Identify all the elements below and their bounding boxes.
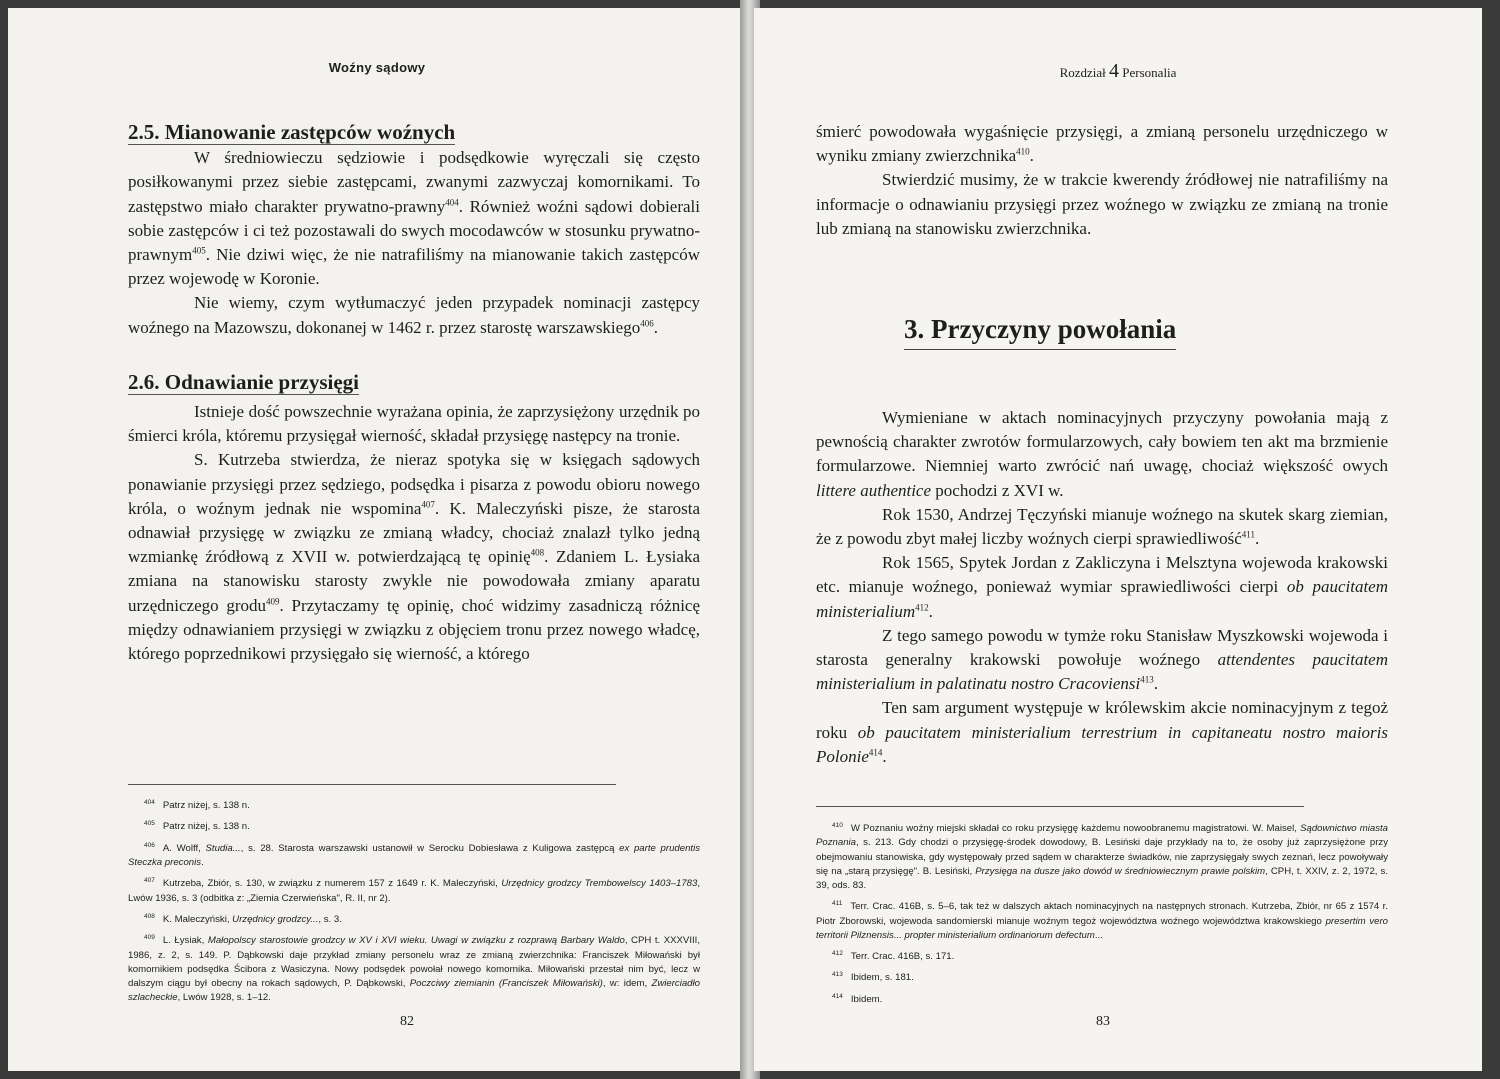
running-head-right bbox=[754, 60, 1482, 83]
text-run: , s. 213. Gdy chodzi o przysięgę-środek dowodowy, B. Lesiński daje przykłady na to, że osoby już zaprzysiężone przy obejmowaniu stanowiska, gdy występowały przed sądem w charakterze świadków, nie zaprzysięgały swych zeznań, lecz powoływały się na „starą przysięgę". B. Lesiński, bbox=[816, 837, 1388, 877]
paragraph bbox=[816, 503, 1388, 551]
italic-text: Zwierciadło szlacheckie bbox=[128, 978, 700, 1004]
text-run: Z tego samego powodu w tymże roku Stanisław Myszkowski wojewoda i starosta generalny krakowski powołuje woźnego bbox=[816, 625, 1388, 670]
text-run: Nie wiemy, czym wytłumaczyć jeden przypadek nominacji zastępcy woźnego na Mazowszu, dokonanej w 1462 r. przez starostę warszawskiego bbox=[128, 293, 700, 337]
text-run: W Poznaniu woźny miejski składał co roku przysięgę każdemu nowoobranemu magistratowi. W. Maisel, bbox=[850, 823, 1301, 835]
text-run: Rok 1565, Spytek Jordan z Zakliczyna i Melsztyna wojewoda krakowski etc. mianuje woźnego, ponieważ wymiar sprawiedliwości cierpi bbox=[816, 553, 1388, 597]
footnote-number: 414 bbox=[832, 992, 843, 1000]
footnote bbox=[816, 819, 1388, 893]
footnote-separator bbox=[128, 784, 616, 785]
footnote-ref: 411 bbox=[1241, 529, 1255, 540]
text-run: Rok 1530, Andrzej Tęczyński mianuje woźnego na skutek skarg ziemian, że z powodu zbyt małej liczby woźnych cierpi sprawiedliwość bbox=[816, 504, 1388, 549]
italic-text: littere authentice bbox=[816, 480, 932, 500]
text-run: Stwierdzić musimy, że w trakcie kwerendy źródłowej nie natrafiliśmy na informacje o odnawianiu przysięgi przez woźnego w związku ze zmianą na tronie lub zmianą na stanowisku zwierzchnika. bbox=[816, 170, 1388, 238]
footnote-number: 413 bbox=[832, 971, 843, 979]
footnote bbox=[816, 947, 1388, 964]
text-run: . bbox=[1153, 674, 1159, 694]
italic-text: Poczciwy ziemianin (Franciszek Miłowański) bbox=[409, 978, 603, 990]
text-run: pochodzi z XVI w. bbox=[931, 480, 1064, 500]
footnote-ref: 406 bbox=[640, 317, 654, 328]
running-head-chapter-name: Personalia bbox=[1122, 65, 1177, 80]
footnote-ref: 410 bbox=[1016, 146, 1030, 157]
footnotes-right bbox=[816, 819, 1388, 1011]
paragraph bbox=[128, 146, 700, 291]
text-run: L. Łysiak, bbox=[162, 935, 208, 947]
text-run: Kutrzeba, Zbiór, s. 130, w związku z numerem 157 z 1649 r. K. Maleczyński, bbox=[162, 878, 502, 890]
italic-text: ob paucitatem ministerialium bbox=[816, 577, 1388, 621]
text-run: K. Maleczyński, bbox=[162, 914, 233, 926]
running-head-chapter-label: Rozdział bbox=[1059, 65, 1106, 80]
footnote-number: 406 bbox=[144, 841, 155, 849]
footnote-ref: 407 bbox=[421, 499, 435, 510]
text-run: . bbox=[882, 746, 887, 766]
text-run: Terr. Crac. 416B, s. 171. bbox=[850, 951, 955, 963]
footnote-number: 408 bbox=[144, 912, 155, 920]
text-run: . Również woźni sądowi dobierali sobie zastępców i ci też pozostawali do swych mocodawców w stosunku prywatno-prawnym bbox=[128, 196, 700, 265]
page-number-right: 83 bbox=[1096, 1014, 1110, 1029]
paragraph bbox=[128, 448, 700, 666]
text-run: Wymieniane w aktach nominacyjnych przyczyny powołania mają z pewnością charakter zwrotów formularzowych, cały bowiem ten akt ma brzmienie formularzowe. Niemniej warto zwrócić nań uwagę, chociaż większość owych bbox=[816, 408, 1388, 476]
text-run: , CPH t. XXXVIII, 1986, z. 2, s. 149. P. Dąbkowski daje przykład zmiany personelu wraz ze zmianą zwierzchnika: Franciszek Miłowański był komornikiem podsędka Ścibora z Wasiczyna. Nowy podsędek powołał nowego komornika. Miłowański przestał nim być, lecz w dalszym ciągu był obecny na rokach sądowych, P. Dąbkowski, bbox=[128, 935, 700, 990]
footnote bbox=[816, 968, 1388, 985]
footnote bbox=[128, 874, 700, 906]
section-heading-2-6: 2.6. Odnawianie przysięgi bbox=[128, 369, 360, 394]
footnote bbox=[128, 910, 700, 927]
footnote-ref: 408 bbox=[530, 547, 545, 558]
footnote-ref: 413 bbox=[1140, 674, 1154, 685]
footnote-number: 405 bbox=[144, 820, 155, 828]
page-number-left: 82 bbox=[400, 1014, 414, 1029]
paragraph bbox=[816, 696, 1388, 769]
paragraph bbox=[816, 120, 1388, 168]
text-run: , Lwów 1936, s. 3 (odbitka z: „Ziemia Czerwieńska", R. II, nr 2). bbox=[128, 878, 701, 904]
footnote bbox=[128, 839, 700, 871]
text-run: . Zdaniem L. Łysiaka zmiana na stanowisku starosty zwykle nie powodowała zmiany aparatu urzędniczego grodu bbox=[128, 547, 700, 615]
footnote-number: 411 bbox=[832, 900, 843, 908]
footnote-ref: 414 bbox=[868, 747, 883, 758]
footnote-ref: 404 bbox=[445, 196, 459, 207]
footnote-number: 404 bbox=[144, 799, 155, 806]
footnote-number: 412 bbox=[832, 950, 843, 957]
text-run: . bbox=[201, 857, 204, 869]
italic-text: Małopolscy starostowie grodzcy w XV i XVI wieku. Uwagi w związku z rozprawą Barbary Waldo bbox=[207, 935, 625, 947]
italic-text: ex parte prudentis Steczka preconis bbox=[128, 842, 700, 869]
italic-text: attendentes paucitatem ministerialium in palatinatu nostro Cracoviensi bbox=[816, 650, 1388, 694]
italic-text: Przysięga na dusze jako dowód w średniowiecznym prawie polskim bbox=[975, 865, 1266, 877]
italic-text: Urzędnicy grodzcy... bbox=[232, 914, 319, 926]
left-page bbox=[8, 8, 746, 1071]
text-run: Terr. Crac. 416B, s. 5–6, tak też w dalszych aktach nominacyjnych na następnych stronach. Kutrzeba, Zbiór, nr 65 z 1574 r. Piotr Zborowski, wojewoda sandomierski mianuje woźnym tegoż województwa woźnego województwa krakowskiego bbox=[816, 901, 1388, 927]
right-body-text bbox=[816, 406, 1388, 769]
chapter-title: 3. Przyczyny powołania bbox=[904, 314, 1176, 350]
right-page bbox=[754, 8, 1482, 1071]
italic-text: Sądownictwo miasta Poznania bbox=[816, 823, 1388, 849]
footnote-number: 407 bbox=[144, 877, 155, 885]
text-run: . bbox=[1029, 146, 1034, 166]
footnote bbox=[816, 897, 1388, 943]
left-body-text bbox=[128, 120, 700, 666]
text-run: . K. Maleczyński pisze, że starosta odnawiał przysięgę w związku ze zmianą władcy, chociaż znalazł tylko jedną wzmiankę źródłową z XVII w. potwierdzającą tę opinię bbox=[128, 498, 700, 567]
text-run: A. Wolff, bbox=[162, 842, 206, 854]
paragraph bbox=[816, 168, 1388, 241]
text-run: , w: idem, bbox=[602, 978, 652, 990]
footnote bbox=[128, 931, 700, 1005]
paragraph bbox=[816, 624, 1388, 697]
paragraph bbox=[128, 291, 700, 339]
footnote bbox=[816, 990, 1388, 1007]
italic-text: Studia... bbox=[205, 842, 241, 854]
section-heading-2-5: 2.5. Mianowanie zastępców woźnych bbox=[128, 120, 456, 144]
footnote-number: 410 bbox=[832, 822, 843, 829]
text-run: śmierć powodowała wygaśnięcie przysięgi, a zmianą personelu urzędniczego w wyniku zmiany zwierzchnika bbox=[816, 122, 1388, 166]
italic-text: presertim vero territorii Pilznensis... propter ministerialium ordinariorum defectum bbox=[816, 915, 1389, 941]
text-run: Istnieje dość powszechnie wyrażana opinia, że zaprzysiężony urzędnik po śmierci króla, któremu przysięgał wierność, składał przysięgę następcy na tronie. bbox=[128, 402, 700, 446]
text-run: . Nie dziwi więc, że nie natrafiliśmy na mianowanie takich zastępców przez wojewodę w Koronie. bbox=[128, 245, 700, 289]
text-run: Patrz niżej, s. 138 n. bbox=[162, 800, 250, 812]
footnote-ref: 405 bbox=[192, 245, 206, 256]
footnote-ref: 409 bbox=[266, 596, 280, 606]
text-run: , s. 28. Starosta warszawski ustanowił w Serocku Dobiesława z Kuligowa zastępcą bbox=[240, 842, 620, 854]
text-run: . Przytaczamy tę opinię, choć widzimy zasadniczą różnicę między odnawianiem przysięgi w związku z objęciem tronu przez nowego władcę, którego poprzednikowi przysięgało się wierność, a którego bbox=[128, 595, 701, 664]
text-run: Ten sam argument występuje w królewskim akcie nominacyjnym z tegoż roku bbox=[816, 698, 1388, 742]
paragraph bbox=[816, 551, 1388, 624]
italic-text: Urzędnicy grodzcy Trembowelscy 1403–1783 bbox=[501, 878, 698, 890]
text-run: S. Kutrzeba stwierdza, że nieraz spotyka się w księgach sądowych ponawianie przysięgi przez sędziego, podsędka i pisarza z powodu obioru nowego króla, o woźnym jednak nie wspomina bbox=[128, 450, 700, 518]
text-run: , s. 3. bbox=[318, 914, 342, 926]
paragraph bbox=[128, 400, 700, 448]
text-run: W średniowieczu sędziowie i podsędkowie wyręczali się często posiłkowanymi przez siebie zastępcami, zwanymi zazwyczaj komornikami. To zastępstwo miało charakter prywatno-prawny bbox=[128, 148, 700, 216]
footnote-separator bbox=[816, 806, 1304, 807]
text-run: . bbox=[1254, 529, 1260, 549]
footnote-ref: 412 bbox=[915, 601, 929, 612]
text-run: Ibidem, s. 181. bbox=[850, 972, 914, 984]
footnote bbox=[128, 796, 700, 813]
running-head-left: Woźny sądowy bbox=[328, 60, 426, 75]
text-run: , CPH, t. XXIV, z. 2, 1972, s. 39, ods. 83. bbox=[816, 865, 1388, 891]
text-run: ... bbox=[1094, 929, 1103, 941]
footnote bbox=[128, 817, 700, 834]
italic-text: ob paucitatem ministerialium terrestrium in capitaneatu nostro maioris Polonie bbox=[816, 722, 1388, 766]
paragraph bbox=[816, 406, 1388, 503]
text-run: . bbox=[928, 601, 933, 621]
text-run: Ibidem. bbox=[850, 993, 883, 1005]
text-run: . bbox=[653, 317, 658, 337]
running-head-chapter-number: 4 bbox=[1109, 60, 1120, 82]
footnotes-left bbox=[128, 796, 700, 1010]
text-run: , Lwów 1928, s. 1–12. bbox=[177, 992, 271, 1004]
footnote-number: 409 bbox=[144, 934, 155, 942]
right-continued-text bbox=[816, 120, 1388, 241]
text-run: Patrz niżej, s. 138 n. bbox=[162, 821, 250, 833]
